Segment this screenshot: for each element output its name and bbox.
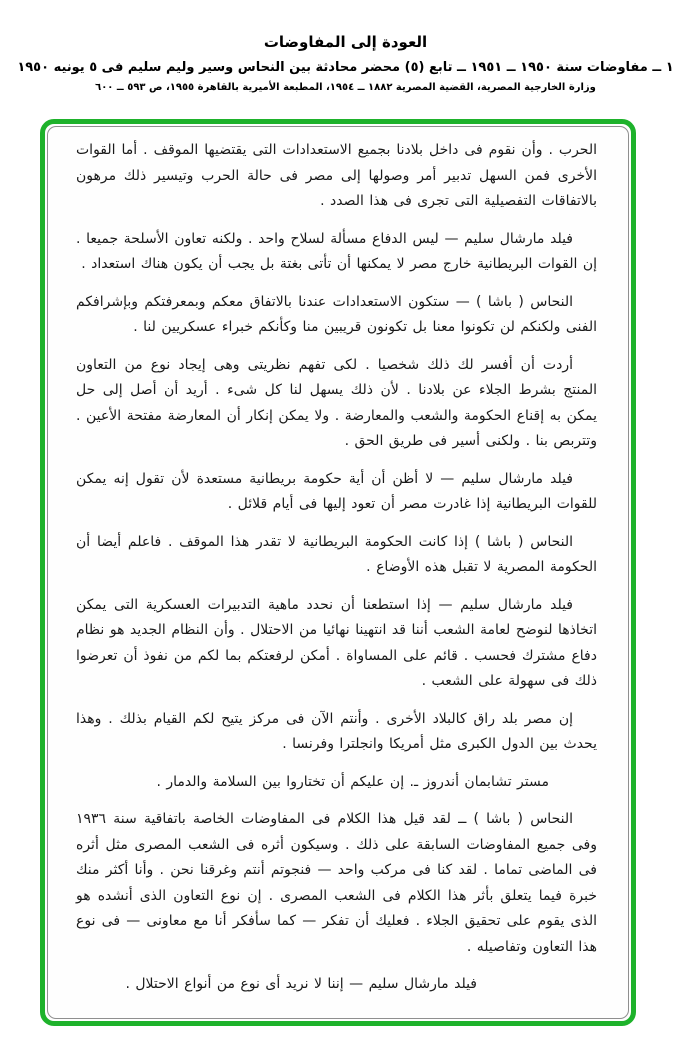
page-title: العودة إلى المفاوضات — [263, 33, 428, 51]
paragraph: مستر تشابمان أندروز ـ. إن عليكم أن تختاروا بين السلامة والدمار . — [156, 773, 549, 790]
paragraph: إن مصر بلد راق كالبلاد الأخرى . وأنتم الآن فى مركز يتيح لكم القيام بذلك . وهذا يحدث بين الدول الكبرى مثل أمريكا وانجلترا وفرنسا . — [76, 710, 597, 752]
paragraph: فيلد مارشال سليم — إذا استطعنا أن نحدد ماهية التدبيرات العسكرية التى يمكن اتخاذها لنوضح لعامة الشعب أننا قد انتهينا نهائيا من الاحتلال . وأن النظام الجديد هو نظام دفاع مشترك فحسب . قائم على المساواة . أمكن لرفعتكم بما لكم من نفوذ أن تعرضوا ذلك فى سهولة على الشعب . — [76, 596, 597, 689]
document-body-frame — [47, 126, 629, 1019]
paragraph: الحرب . وأن نقوم فى داخل بلادنا بجميع الاستعدادات التى يقتضيها الموقف . أما القوات الأخرى فمن السهل تدبير أمر وصولها إلى مصر فى حالة الحرب وتيسير ذلك مرهون بالاتفاقات التفصيلية التى تجرى فى هذا الصدد . — [76, 142, 597, 209]
paragraph: فيلد مارشال سليم — لا أظن أن أية حكومة بريطانية مستعدة لأن تقول إنه يمكن للقوات البريطانية إذا غادرت مصر أن تعود إليها فى أيام قلائل . — [76, 470, 597, 512]
paragraph: النحاس ( باشا ) إذا كانت الحكومة البريطانية لا تقدر هذا الموقف . فاعلم أيضا أن الحكومة المصرية لا تقبل هذه الأوضاع . — [76, 533, 597, 575]
green-highlight-box — [40, 119, 636, 1026]
paragraph: فيلد مارشال سليم — إننا لا نريد أى نوع من أنواع الاحتلال . — [125, 976, 477, 992]
source-citation: وزارة الخارجية المصرية، القضية المصرية ١٨٨٢ ــ ١٩٥٤، المطبعة الأميرية بالقاهرة ١٩٥٥، ص ٥٩٣ ــ ٦٠٠ — [95, 82, 596, 93]
document-header — [0, 0, 691, 93]
paragraph: النحاس ( باشا ) ــ لقد قيل هذا الكلام فى المفاوضات الخاصة باتفاقية سنة ١٩٣٦ وفى جميع المفاوضات السابقة على ذلك . وسيكون أثره فى الشعب المصرى مثل أثره فى الماضى تماما . لقد كنا فى مركب واحد — فنجوتم أنتم وغرقنا نحن . وأنا أكثر منك خبرة فيما يتعلق بأثر هذا الكلام فى الشعب المصرى . إن نوع التعاون الذى أنشده هو الذى يقوم على تحقيق الجلاء . فعليك أن تفكر — كما سأفكر أنا مع معاونى — فى نوع هذا التعاون وتفاصيله . — [76, 811, 597, 955]
paragraph: النحاس ( باشا ) — ستكون الاستعدادات عندنا بالاتفاق معكم وبمعرفتكم وبإشرافكم الفنى ولكنكم لن تكونوا معنا بل تكونون قريبين منا وكأنكم خبراء عسكريين لنا . — [76, 293, 597, 335]
paragraph: فيلد مارشال سليم — ليس الدفاع مسألة لسلاح واحد . ولكنه تعاون الأسلحة جميعا . إن القوات البريطانية خارج مصر لا يمكنها أن تأتى بغتة بل يجب أن يكون هناك استعداد . — [76, 230, 597, 272]
document-heading: ١ ــ مفاوضات سنة ١٩٥٠ ــ ١٩٥١ ــ تابع (٥) محضر محادثة بين النحاس وسير وليم سليم فى ٥ يونيه ١٩٥٠ — [17, 60, 674, 75]
paragraph: أردت أن أفسر لك ذلك شخصيا . لكى تفهم نظريتى وهى إيجاد نوع من التعاون المنتج بشرط الجلاء عن بلادنا . لأن ذلك يسهل لنا كل شىء . أريد أن أصل إلى حل يمكن به إقناع الحكومة والشعب والمعارضة . ولا يمكن إنكار أن المعارضة مفتحة الأعين . وتتربص بنا . ولكنى أسير فى طريق الحق . — [76, 356, 597, 449]
